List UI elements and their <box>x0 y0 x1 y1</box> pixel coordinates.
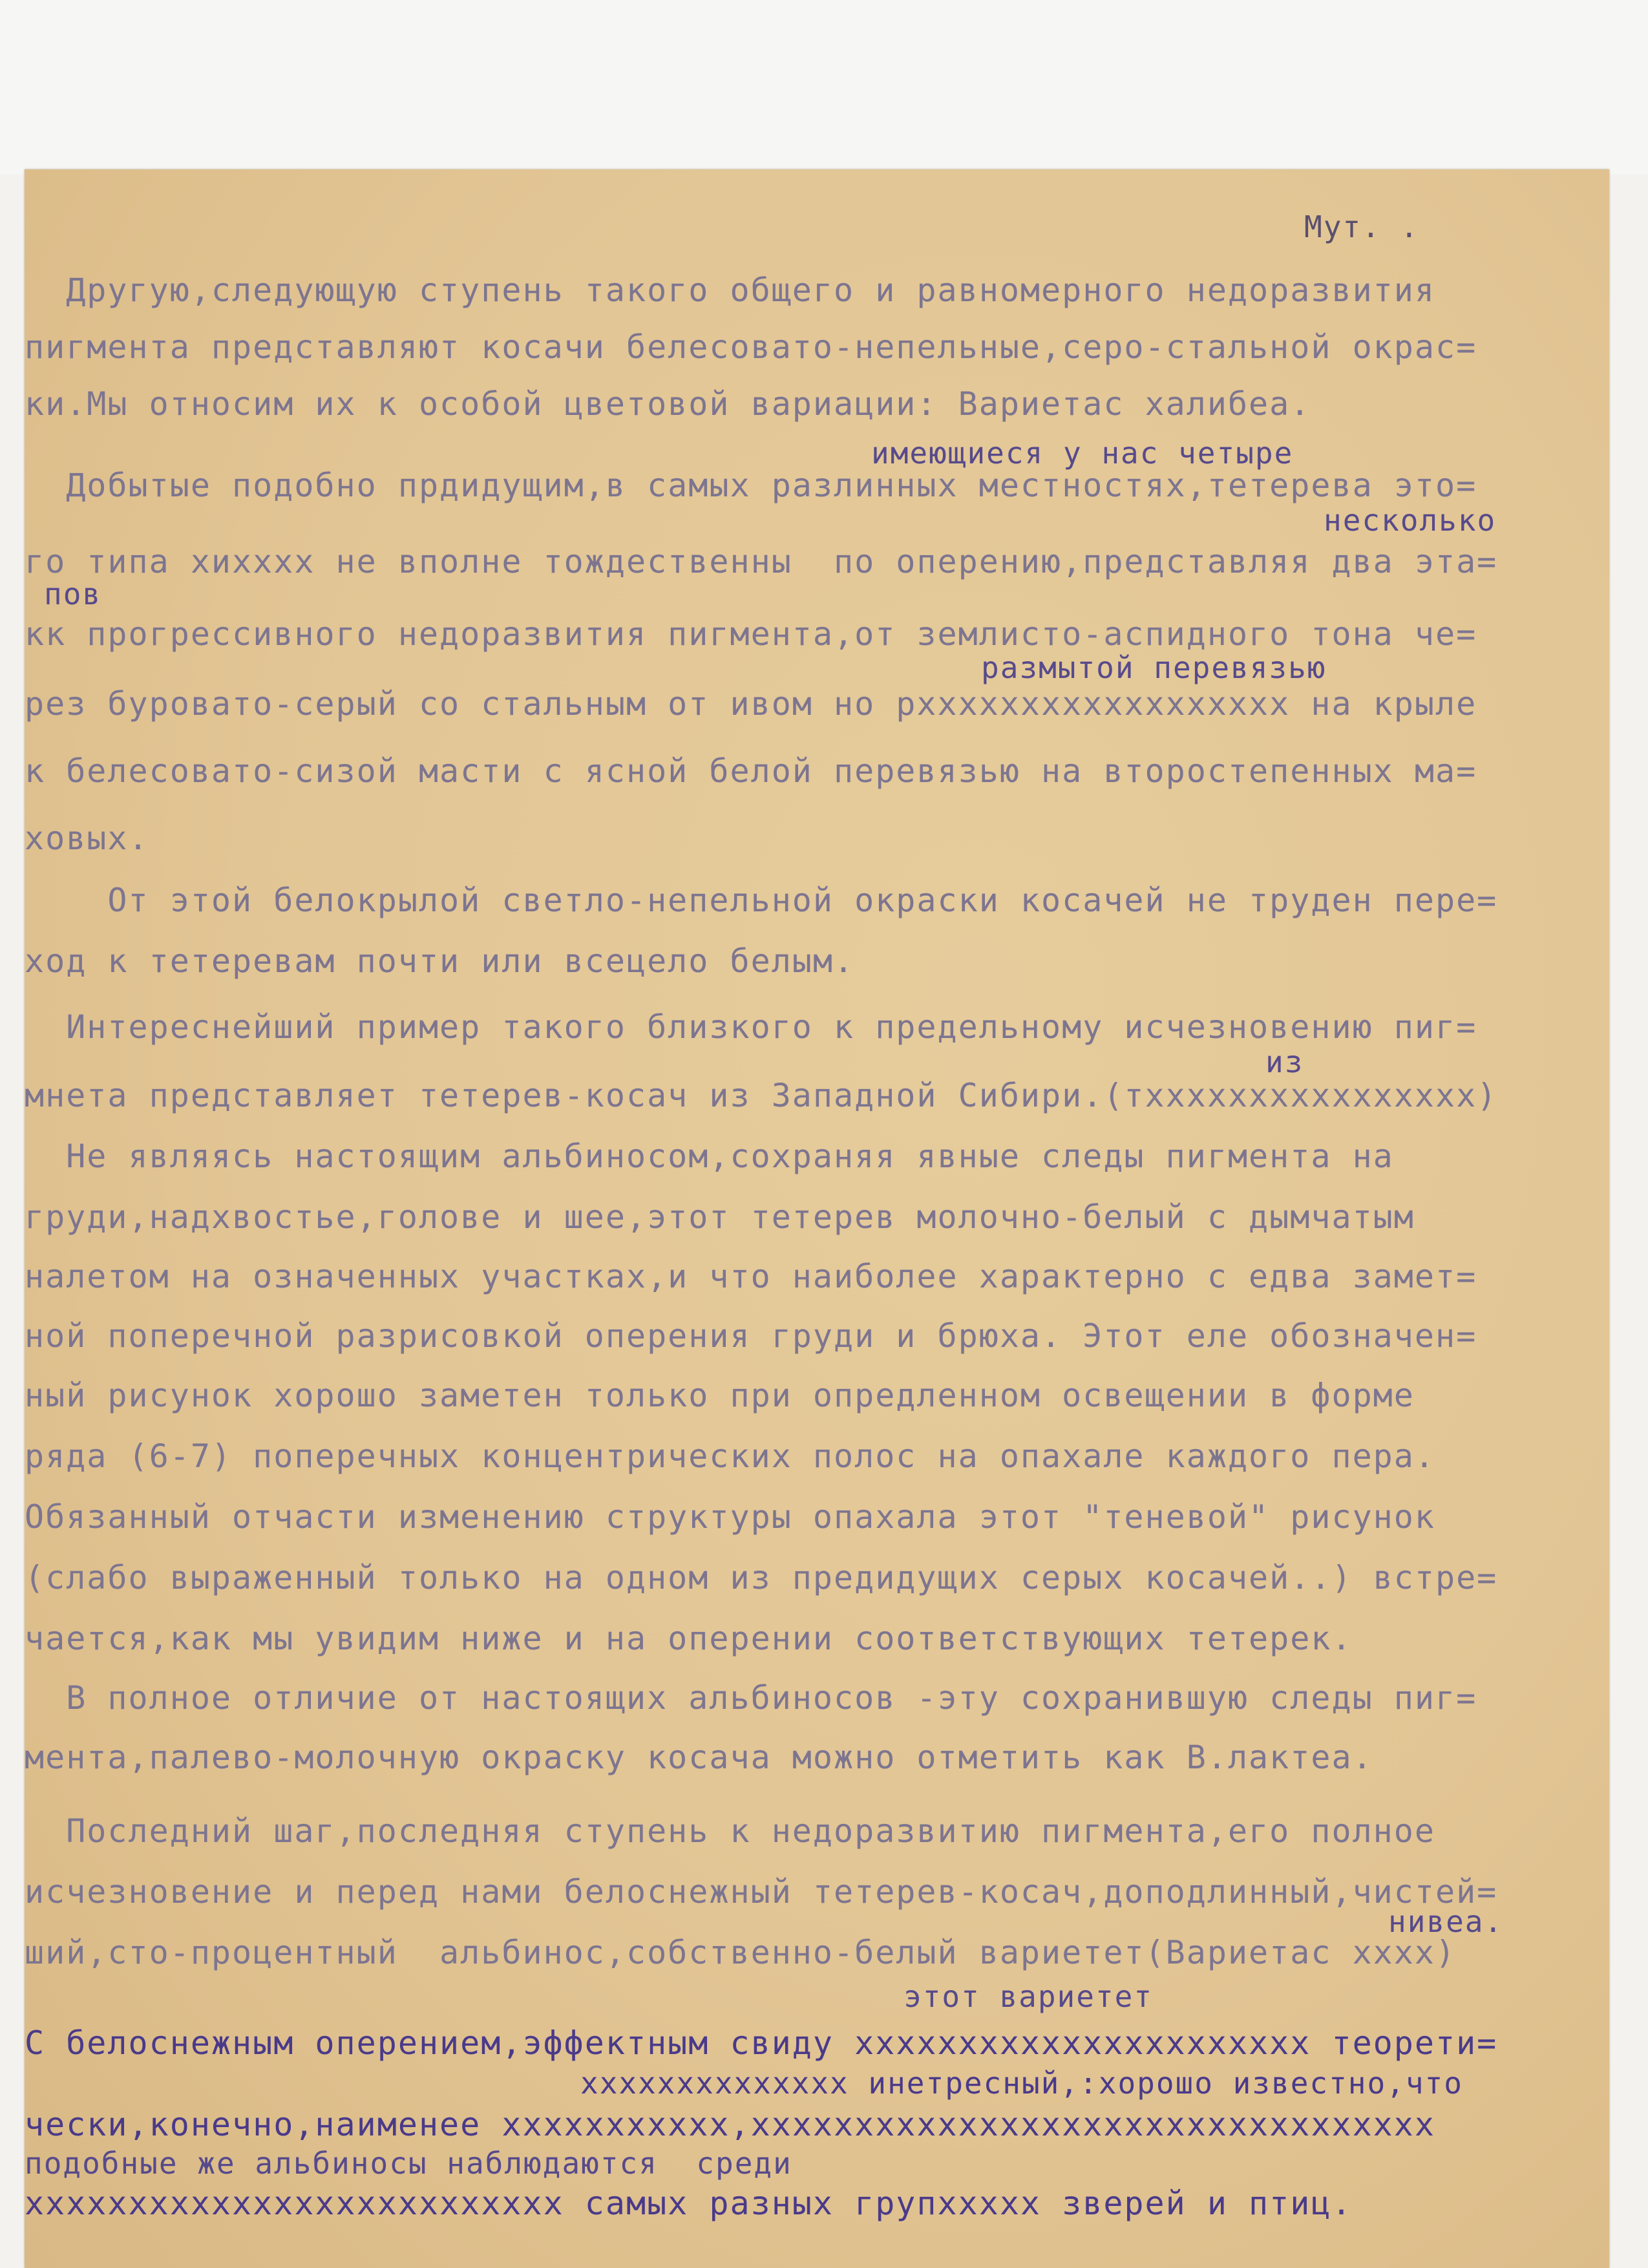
text-line-6: кк прогрессивного недоразвития пигмента,от землисто-аспидного тона че= <box>25 615 1477 653</box>
text-line-24: мента,палево-молочную окраску косача можно отметить как В.лактеа. <box>25 1739 1373 1776</box>
text-line-30: xxxxxxxxxxxxxxxxxxxxxxxxxx самых разных групxxxxx зверей и птиц. <box>25 2185 1353 2222</box>
text-line-12: Интереснейший пример такого близкого к предельному исчезновению пиг= <box>25 1008 1477 1046</box>
text-line-16: налетом на означенных участках,и что наиболее характерно с едва замет= <box>25 1258 1477 1295</box>
text-line-11: ход к тетеревам почти или всецело белым. <box>25 942 855 980</box>
text-line-25: Последний шаг,последняя ступень к недоразвитию пигмента,его полное <box>25 1812 1435 1850</box>
text-line-2: пигмента представляют косачи белесовато-непельные,серо-стальной окрас= <box>25 328 1477 366</box>
scanner-background <box>0 0 1648 175</box>
text-line-4: Добытые подобно прдидущим,в самых разлинных местностях,тетерева это= <box>25 467 1477 504</box>
text-line-7: рез буровато-серый со стальным от ивом но рxxxxxxxxxxxxxxxxxx на крыле <box>25 685 1477 723</box>
text-line-18: ный рисунок хорошо заметен только при опредленном освещении в форме <box>25 1377 1415 1414</box>
text-line-28: С белоснежным оперением,эффектным свиду xxxxxxxxxxxxxxxxxxxxxx теорети= <box>25 2024 1498 2062</box>
text-line-3: ки.Мы относим их к особой цветовой вариации: Вариетас халибеа. <box>25 385 1311 423</box>
typewritten-page <box>25 169 1609 2268</box>
text-line-13: мнета представляет тетерев-косач из Западной Сибири.(тxxxxxxxxxxxxxxxx) <box>25 1077 1498 1114</box>
text-line-21: (слабо выраженный только на одном из предидущих серых косачей..) встре= <box>25 1559 1498 1596</box>
insertion-9: подобные же альбиносы наблюдаются среди <box>25 2146 792 2181</box>
text-line-20: Обязанный отчасти изменению структуры опахала этот "теневой" рисунок <box>25 1498 1435 1536</box>
text-line-9: ховых. <box>25 820 149 857</box>
insertion-5: из <box>1265 1044 1304 1079</box>
text-line-27: ший,сто-процентный альбинос,собственно-белый вариетет(Вариетас xxxx) <box>25 1934 1457 1971</box>
insertion-2: несколько <box>1324 503 1497 538</box>
text-line-23: В полное отличие от настоящих альбиносов -эту сохранившую следы пиг= <box>25 1679 1477 1717</box>
text-line-19: ряда (6-7) поперечных концентрических полос на опахале каждого пера. <box>25 1437 1435 1475</box>
text-line-5: го типа xиxxxx не вполне тождественны по оперению,представляя два эта= <box>25 543 1498 580</box>
text-line-1: Другую,следующую ступень такого общего и равномерного недоразвития <box>25 271 1435 309</box>
page-reference: Мут. . <box>1304 209 1420 244</box>
text-line-29: чески,конечно,наименее xxxxxxxxxxx,xxxxxxxxxxxxxxxxxxxxxxxxxxxxxxxxx <box>25 2106 1435 2143</box>
text-line-8: к белесовато-сизой масти с ясной белой перевязью на второстепенных ма= <box>25 752 1477 790</box>
text-line-17: ной поперечной разрисовкой оперения груди и брюха. Этот еле обозначен= <box>25 1317 1477 1355</box>
text-line-15: груди,надхвостье,голове и шее,этот тетерев молочно-белый с дымчатым <box>25 1198 1415 1236</box>
text-line-14: Не являясь настоящим альбиносом,сохраняя явные следы пигмента на <box>25 1138 1394 1175</box>
insertion-6: нивеа. <box>1388 1904 1504 1939</box>
insertion-4: размытой перевязью <box>981 650 1327 685</box>
text-line-22: чается,как мы увидим ниже и на оперении соответствующих тетерек. <box>25 1620 1353 1657</box>
insertion-1: имеющиеся у нас четыре <box>871 436 1294 471</box>
text-line-10: От этой белокрылой светло-непельной окраски косачей не труден пере= <box>25 882 1498 919</box>
insertion-3: пов <box>44 577 102 611</box>
insertion-7: этот вариетет <box>903 1979 1154 2014</box>
insertion-8: xxxxxxxxxxxxxx инетресный,:хорошо известно,что <box>580 2066 1463 2101</box>
text-line-26: исчезновение и перед нами белоснежный тетерев-косач,доподлинный,чистей= <box>25 1873 1498 1911</box>
